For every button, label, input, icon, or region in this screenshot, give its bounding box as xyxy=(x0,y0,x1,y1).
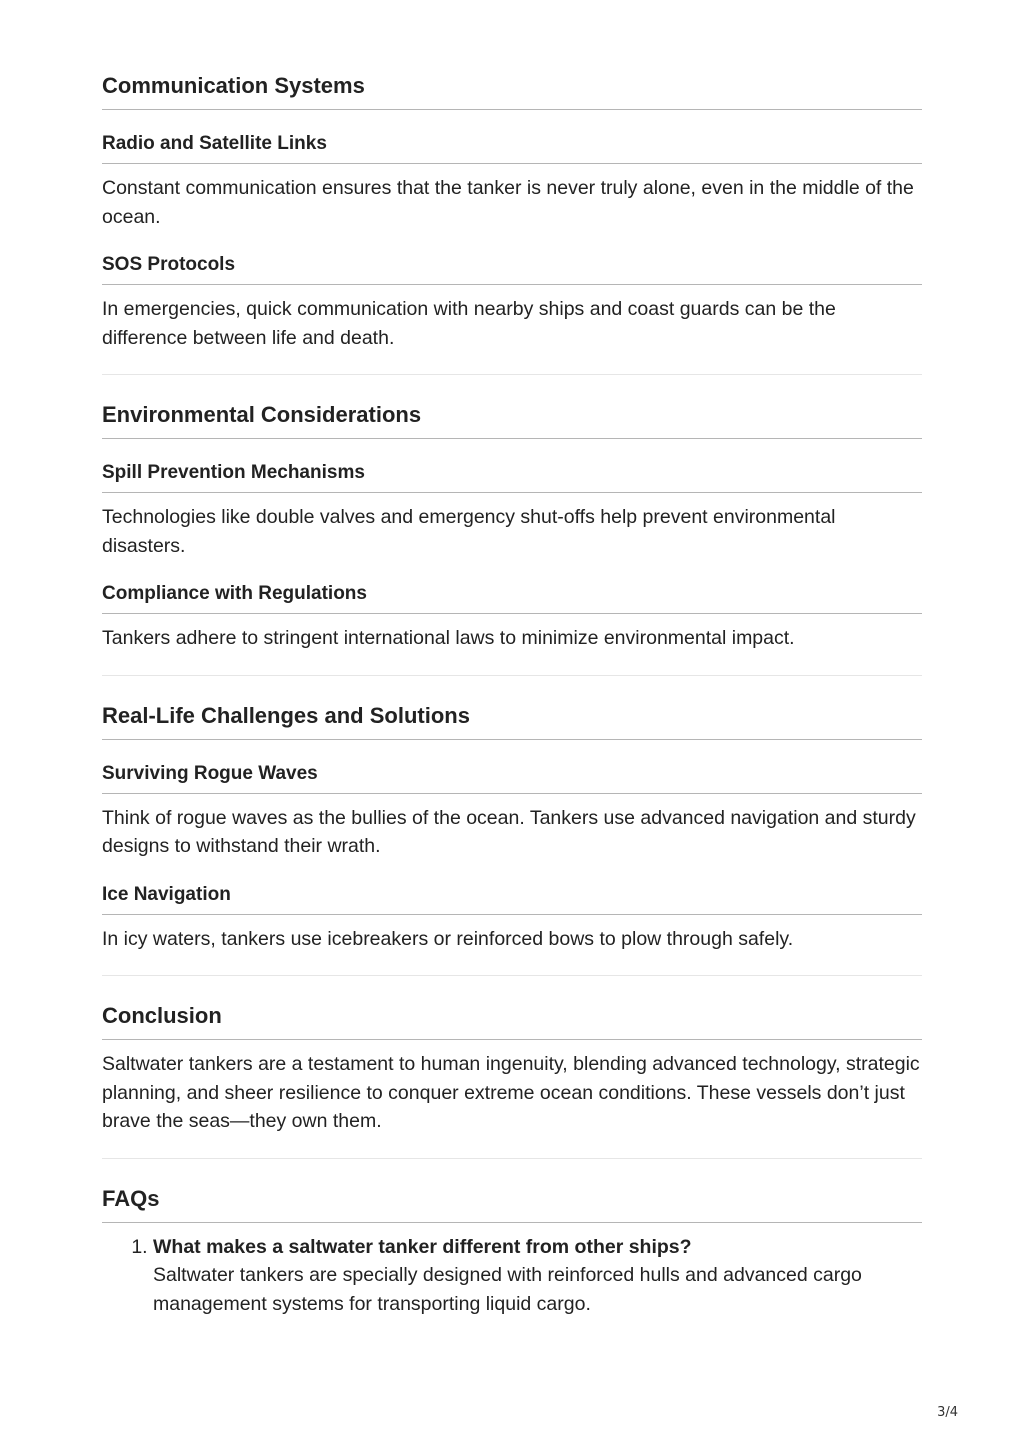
document-page xyxy=(102,0,922,1366)
subsection-title: Compliance with Regulations xyxy=(102,582,922,614)
section-heading: Environmental Considerations xyxy=(102,401,922,439)
subsection-spill-prevention xyxy=(102,461,922,560)
subsection-compliance xyxy=(102,582,922,653)
subsection-text: In icy waters, tankers use icebreakers or reinforced bows to plow through safely. xyxy=(102,927,794,950)
subsection-title: Radio and Satellite Links xyxy=(102,132,922,164)
subsection-title: Surviving Rogue Waves xyxy=(102,762,922,794)
subsection-text: Constant communication ensures that the tanker is never truly alone, even in the middle of the ocean. xyxy=(102,177,914,228)
section-heading: FAQs xyxy=(102,1185,922,1223)
faq-item xyxy=(153,1233,922,1319)
subsection-radio-satellite xyxy=(102,132,922,231)
subsection-sos-protocols xyxy=(102,253,922,352)
subsection-text: Think of rogue waves as the bullies of the ocean. Tankers use advanced navigation and sturdy designs to withstand their wrath. xyxy=(102,806,916,857)
conclusion-text: Saltwater tankers are a testament to human ingenuity, blending advanced technology, strategic planning, and sheer resilience to conquer extreme ocean conditions. These vessels don’t just brave the seas—they own them. xyxy=(102,1053,920,1132)
section-communication-systems xyxy=(102,0,922,375)
section-conclusion xyxy=(102,1002,922,1159)
faq-list xyxy=(102,1233,922,1319)
section-environmental-considerations xyxy=(102,401,922,676)
subsection-title: Spill Prevention Mechanisms xyxy=(102,461,922,493)
subsection-text: Tankers adhere to stringent international laws to minimize environmental impact. xyxy=(102,627,795,649)
subsection-text: Technologies like double valves and emergency shut-offs help prevent environmental disasters. xyxy=(102,506,836,557)
page-number: 3/4 xyxy=(937,1405,958,1420)
subsection-ice-navigation xyxy=(102,883,922,954)
subsection-text: In emergencies, quick communication with nearby ships and coast guards can be the difference between life and death. xyxy=(102,298,836,349)
faq-question: What makes a saltwater tanker different from other ships? xyxy=(153,1235,692,1258)
section-heading: Conclusion xyxy=(102,1002,922,1040)
subsection-title: Ice Navigation xyxy=(102,883,922,915)
section-heading: Communication Systems xyxy=(102,72,922,110)
section-faqs xyxy=(102,1185,922,1341)
faq-answer: Saltwater tankers are specially designed with reinforced hulls and advanced cargo management systems for transporting liquid cargo. xyxy=(153,1264,862,1315)
subsection-title: SOS Protocols xyxy=(102,253,922,285)
subsection-rogue-waves xyxy=(102,762,922,861)
section-real-life-challenges xyxy=(102,702,922,977)
section-heading: Real-Life Challenges and Solutions xyxy=(102,702,922,740)
